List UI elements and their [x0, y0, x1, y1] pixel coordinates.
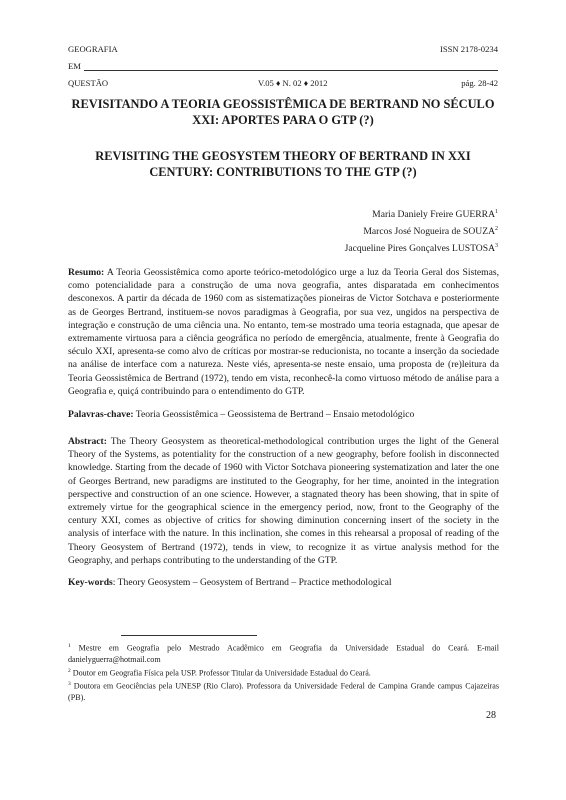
author-2-name: Marcos José Nogueira de SOUZA	[363, 226, 495, 238]
keywords-en-label: Key-words	[68, 577, 113, 588]
footnote-2-num: 2	[68, 667, 71, 674]
abstract-en-text: The Theory Geosystem as theoretical-methodological contribution urges the light of the General Theory of the Systems, as potentiality for the construction of a new geography, before foolish in disconnected knowledge. Starting from the decade of 1960 with Victor Sotchava pioneering systematization and later the one of Georges Bertrand, new paradigms are instituted to the Geography, for her time, anointed in the integration perspective and construction of an one science. However, a stagnated theory has been showing, that in spite of extremely virtue for the geographical science in the emergency period, now, front to the Geography of the century XXI, comes as objective of critics for showing diminution concerning insert of the society in the analysis of interface with the nature. In this inclination, she comes in this rehearsal a proposal of reading of the Theory Geosystem of Bertrand (1972), tends in view, to recognize it as virtue analysis method for the Geography, and perhaps contributing to the understanding of the GTP.	[68, 436, 499, 566]
volume-info: V.05 ♦ N. 02 ♦ 2012	[258, 78, 328, 88]
keywords-portuguese	[68, 408, 499, 421]
keywords-en-text: : Theory Geosystem – Geosystem of Bertrand – Practice methodological	[112, 577, 392, 588]
page-range: pág. 28-42	[461, 78, 498, 88]
keywords-english	[68, 576, 499, 589]
keywords-pt-text: Teoria Geossistêmica – Geossistema de Bertrand – Ensaio metodológico	[133, 409, 415, 420]
journal-header-row-2	[68, 61, 498, 71]
author-2-note: 2	[495, 226, 498, 233]
abstract-en-label: Abstract:	[68, 436, 107, 447]
abstract-pt-text: A Teoria Geossistêmica como aporte teórico-metodológico urge a luz da Teoria Geral dos Sistemas, como potencialidade para a construção de uma nova geografia, antes disparatada em conhecimentos desconexos. A partir da década de 1960 com as sistematizações pioneiras de Victor Sotchava e posteriormente as de Georges Bertrand, instituem-se novos paradigmas à Geografia, por sua vez, ungidos na perspectiva de integração e construção de uma ciência una. No entanto, tem-se mostrado uma teoria estagnada, que apesar de extremamente virtuosa para a ciência geográfica no período de emergência, atualmente, frente à Geografia do século XXI, apresenta-se como alvo de críticas por mostrar-se reducionista, no tocante a inserção da sociedade na análise de interface com a natureza. Neste viés, apresenta-se neste ensaio, uma proposta de (re)leitura da Teoria Geossistêmica de Bertrand (1972), tendo em vista, reconhecê-la como virtuoso método de análise para a Geografia e, quiçá contribuindo para o entendimento do GTP.	[68, 267, 499, 397]
footnote-2	[68, 666, 499, 680]
author-3	[345, 239, 498, 256]
abstract-pt-label: Resumo:	[68, 267, 105, 278]
footnote-3	[68, 679, 499, 704]
author-3-note: 3	[495, 243, 498, 250]
author-list	[345, 205, 498, 257]
footnote-2-text: Doutor em Geografia Física pela USP. Professor Titular da Universidade Estadual do Ceará.	[70, 668, 371, 678]
journal-name-line2: EM	[68, 61, 81, 71]
journal-name-line3: QUESTÃO	[68, 78, 109, 88]
abstract-english	[68, 435, 499, 567]
author-1-name: Maria Daniely Freire GUERRA	[372, 209, 495, 221]
journal-header-row-3	[68, 78, 498, 88]
journal-name-line1: GEOGRAFIA	[68, 44, 118, 54]
footnote-1-text: Mestre em Geografia pelo Mestrado Acadêmico em Geografia da Universidade Estadual do Ceará. E-mail danielyguerra@hotmail.com	[68, 643, 499, 664]
footnote-divider	[121, 635, 257, 636]
footnote-1	[68, 641, 499, 666]
page-number: 28	[486, 710, 496, 721]
header-rule	[84, 70, 498, 71]
keywords-pt-label: Palavras-chave:	[68, 409, 134, 420]
author-1-note: 1	[495, 209, 498, 215]
footnote-1-num: 1	[68, 643, 71, 649]
author-1	[345, 205, 498, 222]
footnotes	[68, 641, 499, 704]
abstract-portuguese	[68, 266, 499, 398]
title-english: REVISITING THE GEOSYSTEM THEORY OF BERTRAND IN XXI CENTURY: CONTRIBUTIONS TO THE GTP (?)	[95, 149, 471, 179]
journal-header-row-1	[68, 44, 498, 54]
author-3-name: Jacqueline Pires Gonçalves LUSTOSA	[344, 243, 495, 255]
issn: ISSN 2178-0234	[439, 44, 498, 54]
author-2	[345, 222, 498, 239]
footnote-3-text: Doutora em Geociências pela UNESP (Rio Claro). Professora da Universidade Federal de Campina Grande campus Cajazeiras (PB).	[68, 681, 499, 702]
footnote-3-num: 3	[68, 681, 71, 688]
title-portuguese: REVISITANDO A TEORIA GEOSSISTÊMICA DE BERTRAND NO SÉCULO XXI: APORTES PARA O GTP (?)	[71, 97, 495, 127]
